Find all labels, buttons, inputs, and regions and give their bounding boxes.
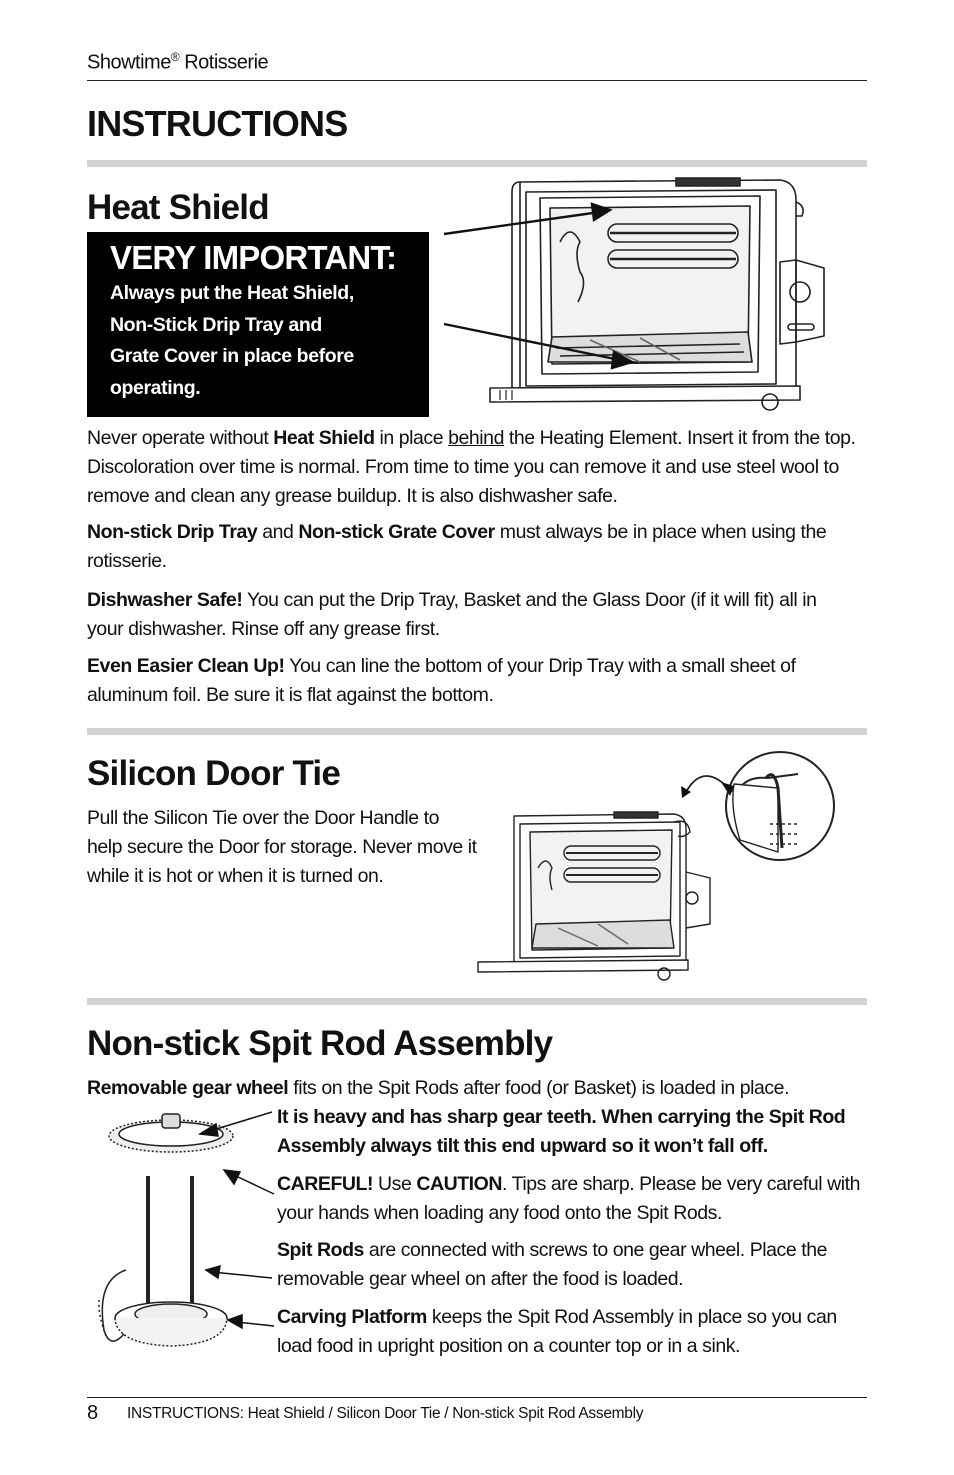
text-run: and	[257, 521, 299, 543]
text-run: in place	[374, 427, 449, 449]
header-rule	[87, 80, 867, 81]
bold-run: Spit Rods	[277, 1239, 364, 1261]
text-run: keeps the Spit Rod Assembly in place so you can load food in upright position on a counter top or in a sink.	[277, 1306, 837, 1357]
heat-shield-title: Heat Shield	[87, 188, 269, 227]
bold-run: CAUTION	[416, 1173, 503, 1195]
bold-run: Non-stick Drip Tray	[87, 521, 258, 543]
warning-box	[87, 232, 429, 417]
gear-wheel-warning	[277, 1103, 867, 1161]
text-run: fits on the Spit Rods after food (or Basket) is loaded in place.	[288, 1077, 790, 1099]
footer-text: INSTRUCTIONS: Heat Shield / Silicon Door Tie / Non-stick Spit Rod Assembly	[127, 1405, 644, 1422]
registered-mark: ®	[170, 50, 180, 64]
door-tie-paragraph: Pull the Silicon Tie over the Door Handle to help secure the Door for storage. Never move it while it is hot or when it is turned on.	[87, 807, 477, 887]
warning-line: Grate Cover in place before	[110, 345, 354, 367]
door-tie-oven-illustration	[478, 748, 838, 988]
section-divider	[87, 728, 867, 735]
bold-run: Removable gear wheel	[87, 1077, 289, 1099]
warning-title: VERY IMPORTANT:	[110, 239, 397, 276]
bold-run: Carving Platform	[277, 1306, 427, 1328]
gear-wheel-intro	[87, 1074, 867, 1103]
page-number: 8	[87, 1402, 99, 1424]
clean-up-paragraph	[87, 652, 837, 710]
page-title: INSTRUCTIONS	[87, 103, 348, 144]
product-name: Rotisserie	[184, 51, 269, 74]
text-run: are connected with screws to one gear wheel. Place the removable gear wheel on after the food is loaded.	[277, 1239, 827, 1290]
careful-paragraph	[277, 1170, 867, 1228]
header-brand	[87, 50, 268, 75]
spit-rod-title: Non-stick Spit Rod Assembly	[87, 1024, 553, 1063]
bold-run: CAREFUL!	[277, 1173, 374, 1195]
bold-run: Even Easier Clean Up!	[87, 655, 285, 677]
footer-rule	[87, 1397, 867, 1398]
spit-rods-paragraph	[277, 1236, 867, 1294]
text-run: . Tips are sharp. Please be very careful with your hands when loading any food onto the Spit Rods.	[277, 1173, 861, 1224]
section-divider	[87, 160, 867, 167]
dishwasher-paragraph	[87, 586, 837, 644]
bold-run: It is heavy and has sharp gear teeth. When carrying the Spit Rod Assembly always tilt this end upward so it won’t fall off.	[277, 1106, 846, 1157]
warning-line: Non-Stick Drip Tray and	[110, 313, 322, 336]
text-run: You can line the bottom of your Drip Tray with a small sheet of aluminum foil. Be sure it is flat against the bottom.	[87, 655, 796, 706]
drip-tray-paragraph	[87, 518, 867, 576]
spit-rod-illustration	[96, 1100, 281, 1360]
brand-name: Showtime	[87, 51, 171, 74]
section-divider	[87, 998, 867, 1005]
warning-line: operating.	[110, 376, 201, 399]
carving-platform-paragraph	[277, 1303, 867, 1361]
text-run: the Heating Element. Insert it from the top. Discoloration over time is normal. From time to time you can remove it and use steel wool to remove and clean any grease buildup. It is also dishwasher safe.	[87, 427, 856, 507]
warning-body	[110, 278, 419, 404]
callout-arrows	[440, 200, 660, 370]
bold-run: Non-stick Grate Cover	[298, 521, 495, 543]
bold-run: Heat Shield	[273, 427, 375, 449]
underline-run: behind	[448, 427, 504, 449]
text-run: must always be in place when using the rotisserie.	[87, 521, 827, 572]
heat-shield-paragraph	[87, 424, 872, 511]
warning-line: Always put the Heat Shield,	[110, 282, 354, 304]
text-run: Never operate without	[87, 427, 274, 449]
text-run: You can put the Drip Tray, Basket and the Glass Door (if it will fit) all in your dishwasher. Rinse off any grease first.	[87, 589, 817, 640]
door-tie-title: Silicon Door Tie	[87, 754, 340, 793]
text-run: Use	[373, 1173, 417, 1195]
bold-run: Dishwasher Safe!	[87, 589, 243, 611]
